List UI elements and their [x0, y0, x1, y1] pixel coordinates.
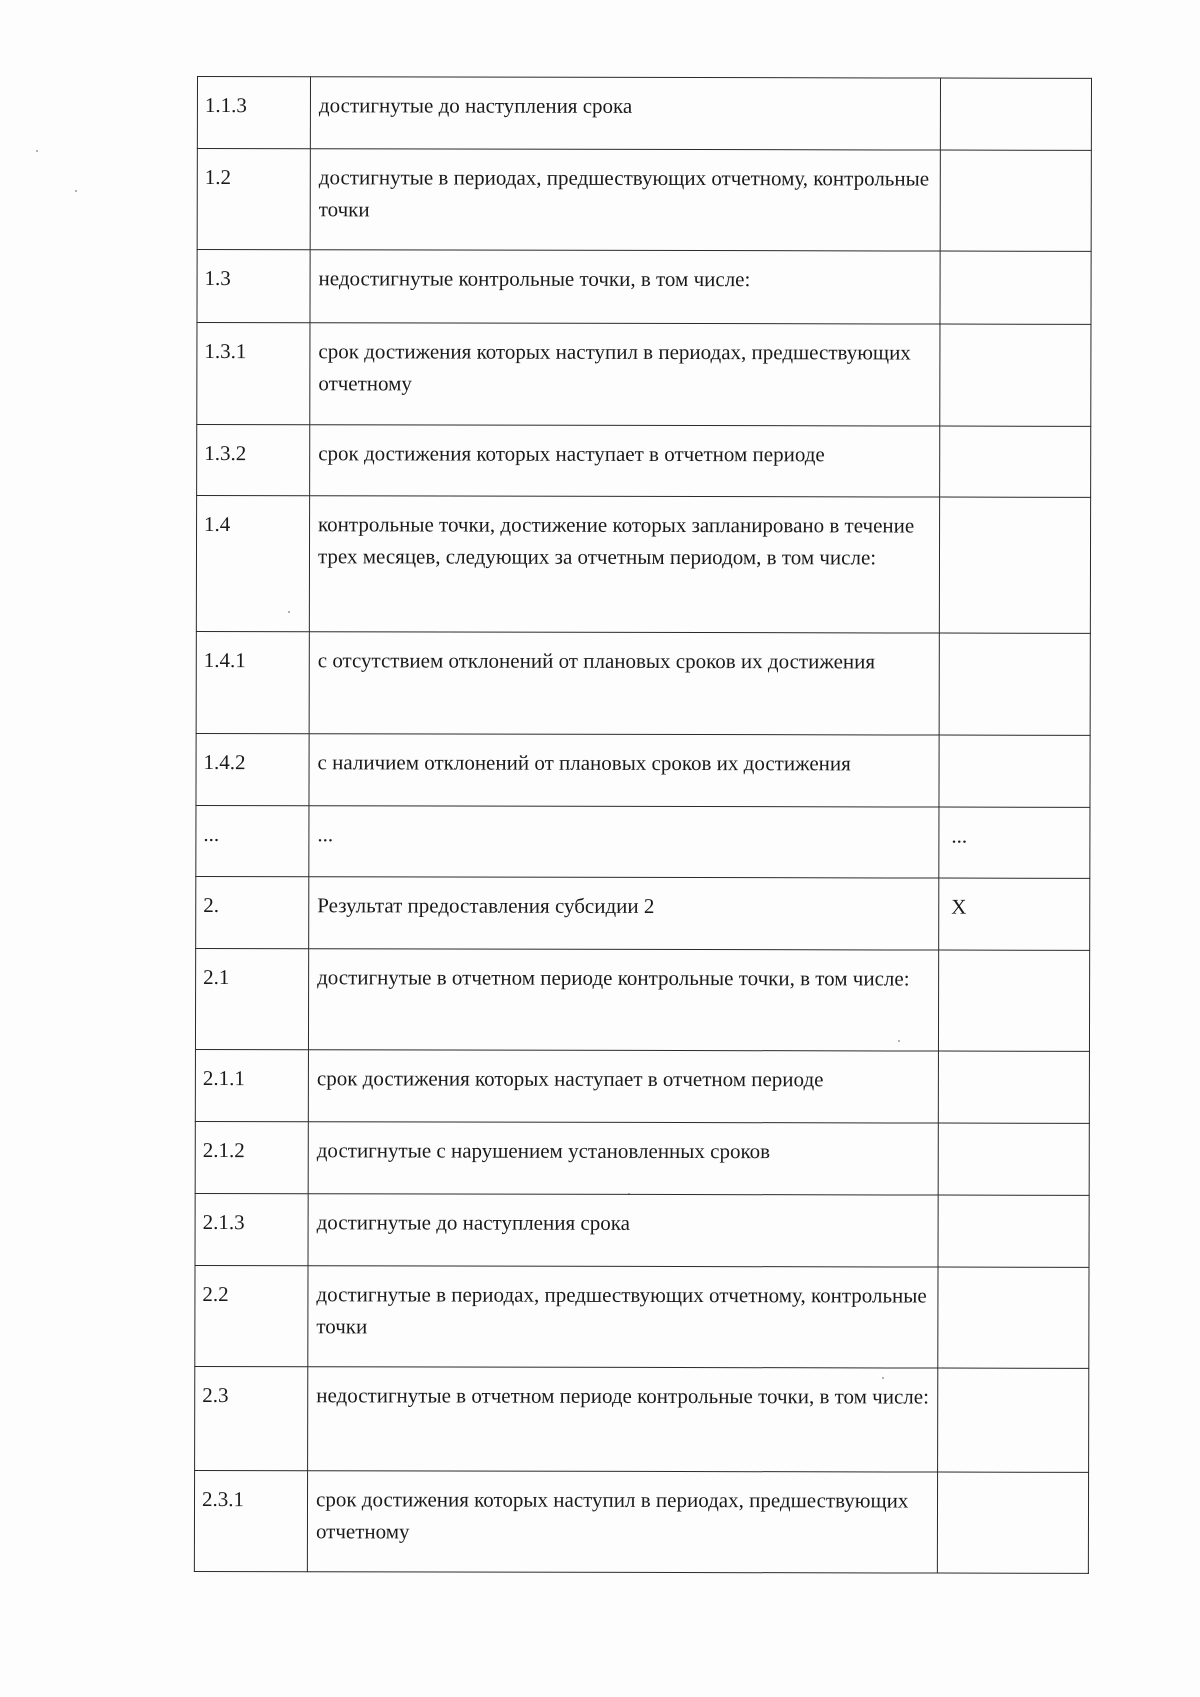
table-row [197, 149, 1091, 252]
row-number-cell: 2.1 [195, 948, 308, 1049]
row-text-cell: ... [309, 806, 939, 878]
row-number-cell: 2.1.1 [195, 1049, 308, 1121]
row-value-cell [940, 251, 1091, 324]
row-value-cell [938, 950, 1089, 1051]
row-value-cell [938, 1195, 1089, 1267]
row-number-cell: 2. [196, 876, 309, 948]
table-body [194, 77, 1091, 1574]
row-number-cell: 1.4.2 [196, 733, 309, 805]
row-number-cell: ... [196, 805, 309, 876]
row-value-cell [939, 735, 1090, 807]
scan-speck [36, 150, 38, 152]
table-row [196, 876, 1090, 950]
table-row [196, 805, 1090, 878]
row-text-cell: достигнутые до наступления срока [308, 1194, 938, 1267]
row-value-cell [937, 1472, 1088, 1573]
row-value-cell: X [939, 878, 1090, 950]
row-text-cell: достигнутые до наступления срока [310, 77, 940, 150]
row-value-cell [939, 497, 1090, 633]
table-row [197, 425, 1091, 498]
row-text-cell: Результат предоставления субсидии 2 [309, 877, 939, 950]
table-row [195, 1193, 1089, 1267]
row-number-cell: 1.3.1 [197, 323, 310, 425]
row-value-cell [940, 150, 1091, 251]
row-number-cell: 2.3 [195, 1366, 308, 1470]
row-text-cell: срок достижения которых наступил в периодах, предшествующих отчетному [310, 323, 940, 426]
row-value-cell [940, 78, 1091, 150]
row-value-cell [940, 324, 1091, 426]
table-row [196, 496, 1090, 634]
row-value-cell [938, 1368, 1089, 1472]
table-row [195, 1366, 1089, 1472]
row-text-cell: достигнутые в отчетном периоде контрольные точки, в том числе: [308, 949, 938, 1051]
scan-speck [75, 190, 77, 192]
row-number-cell: 2.1.3 [195, 1193, 308, 1265]
table-row [195, 948, 1089, 1051]
row-number-cell: 1.3 [197, 250, 310, 323]
table-row [197, 250, 1091, 325]
row-number-cell: 1.4.1 [196, 631, 309, 733]
row-number-cell: 1.1.3 [197, 77, 310, 149]
table-row [196, 733, 1090, 807]
table-row [195, 1265, 1089, 1368]
row-text-cell: достигнутые в периодах, предшествующих отчетному, контрольные точки [308, 1266, 938, 1368]
row-text-cell: достигнутые с нарушением установленных сроков [308, 1122, 938, 1195]
row-value-cell [938, 1267, 1089, 1368]
row-number-cell: 1.2 [197, 149, 310, 250]
row-number-cell: 1.4 [196, 496, 309, 632]
table-row [197, 323, 1091, 427]
row-number-cell: 2.2 [195, 1265, 308, 1366]
row-text-cell: с отсутствием отклонений от плановых сроков их достижения [309, 632, 939, 735]
row-number-cell: 1.3.2 [197, 425, 310, 496]
row-text-cell: срок достижения которых наступил в периодах, предшествующих отчетному [307, 1471, 937, 1573]
table-row [195, 1049, 1089, 1123]
checkpoints-table [194, 76, 1092, 1574]
row-text-cell: достигнутые в периодах, предшествующих отчетному, контрольные точки [310, 149, 940, 251]
row-text-cell: с наличием отклонений от плановых сроков их достижения [309, 734, 939, 807]
row-value-cell: ... [939, 807, 1090, 878]
row-text-cell: контрольные точки, достижение которых запланировано в течение трех месяцев, следующих за отчетным периодом, в том числе: [309, 496, 939, 633]
row-number-cell: 2.1.2 [195, 1121, 308, 1193]
row-value-cell [938, 1123, 1089, 1195]
row-number-cell: 2.3.1 [194, 1470, 307, 1571]
table-row [197, 77, 1091, 151]
row-text-cell: недостигнутые контрольные точки, в том числе: [310, 250, 940, 324]
table-row [196, 631, 1090, 735]
row-value-cell [939, 633, 1090, 735]
row-text-cell: срок достижения которых наступает в отчетном периоде [310, 425, 940, 497]
row-value-cell [940, 426, 1091, 497]
row-value-cell [938, 1051, 1089, 1123]
table-row [195, 1121, 1089, 1195]
row-text-cell: недостигнутые в отчетном периоде контрольные точки, в том числе: [308, 1367, 938, 1472]
table-row [194, 1470, 1088, 1573]
row-text-cell: срок достижения которых наступает в отчетном периоде [308, 1050, 938, 1123]
